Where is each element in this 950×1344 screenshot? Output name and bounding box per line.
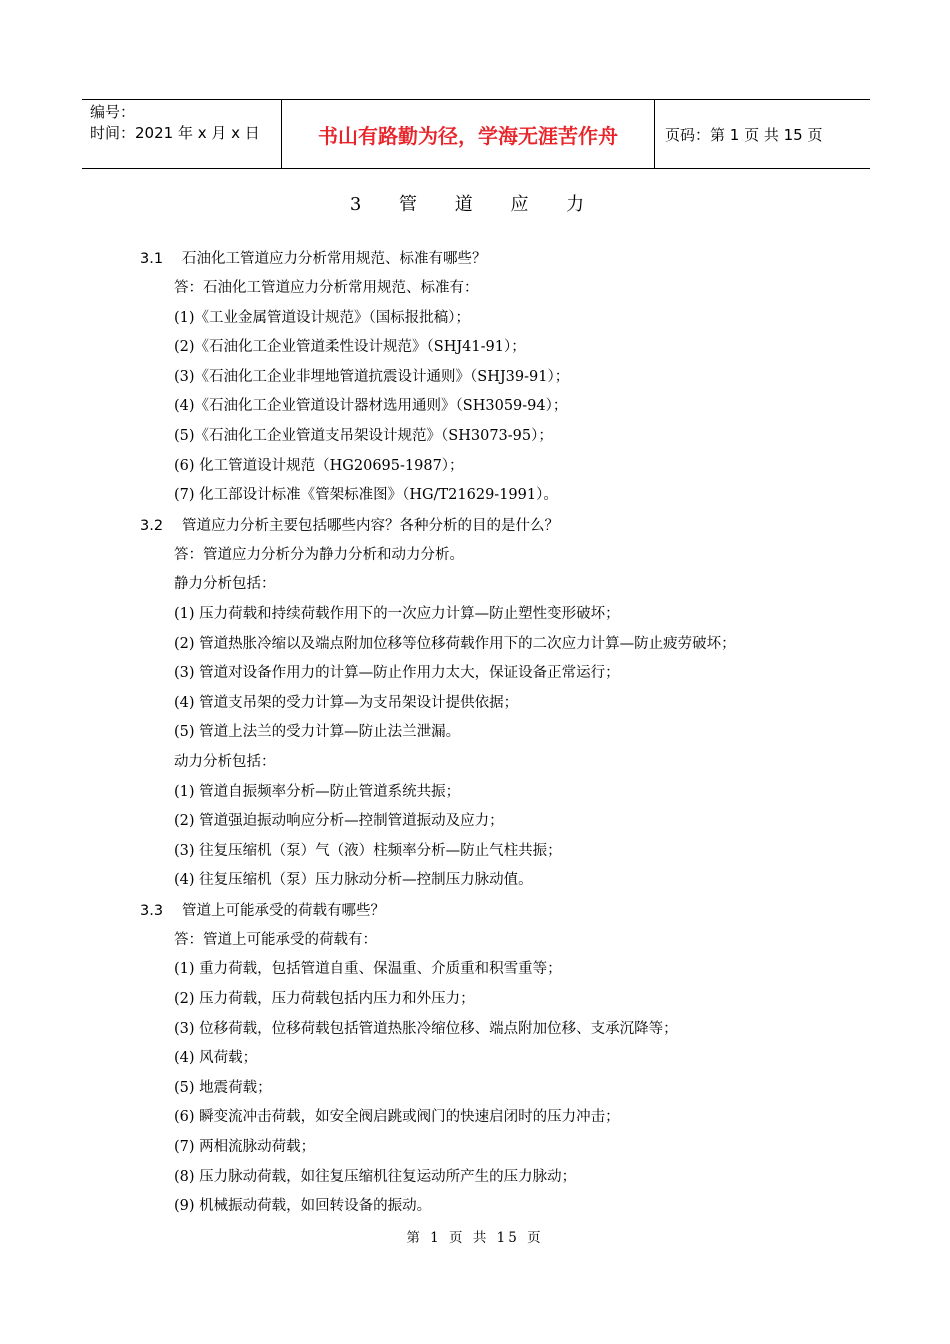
answer-line: (6) 瞬变流冲击荷载，如安全阀启跳或阀门的快速启闭时的压力冲击；: [174, 1109, 620, 1126]
answer-line: (1) 重力荷载，包括管道自重、保温重、介质重和积雪重等；: [174, 961, 562, 978]
answer-line: (2) 压力荷载，压力荷载包括内压力和外压力；: [174, 991, 475, 1008]
answer-line: (7) 化工部设计标准《管架标准图》（HG/T21629-1991）。: [174, 487, 558, 504]
answer-line: 答：石油化工管道应力分析常用规范、标准有：: [174, 280, 479, 296]
chapter-title: 3 管 道 应 力: [349, 194, 601, 215]
answer-line: (9) 机械振动荷载，如回转设备的振动。: [174, 1198, 432, 1215]
header-page-info: 页码：第 1 页 共 15 页: [665, 125, 823, 144]
section: [140, 896, 830, 1222]
section-question: [140, 244, 830, 274]
answer-line: 静力分析包括：: [174, 576, 276, 593]
section-number: 3.3: [140, 902, 164, 919]
document-body: [140, 244, 830, 1222]
answer-line: (3) 往复压缩机（泵）气（液）柱频率分析—防止气柱共振；: [174, 842, 562, 859]
page-header: [82, 99, 870, 169]
answer-line: (1)《工业金属管道设计规范》（国标报批稿）；: [174, 309, 471, 326]
document-date: 时间：2021 年 x 月 x 日: [90, 124, 260, 142]
section: [140, 244, 830, 511]
section-question: [140, 896, 830, 926]
answer-line: (3)《石油化工企业非埋地管道抗震设计通则》（SHJ39-91）；: [174, 368, 570, 385]
answer-line: 答：管道上可能承受的荷载有：: [174, 931, 377, 948]
answer-line: (8) 压力脉动荷载，如往复压缩机往复运动所产生的压力脉动；: [174, 1168, 577, 1185]
answer-line: (1) 压力荷载和持续荷载作用下的一次应力计算—防止塑性变形破坏；: [174, 605, 620, 622]
answer-line: (2) 管道热胀冷缩以及端点附加位移等位移荷载作用下的二次应力计算—防止疲劳破坏；: [174, 635, 736, 652]
answer-line: (2)《石油化工企业管道柔性设计规范》（SHJ41-91）；: [174, 339, 526, 356]
section-number: 3.2: [140, 517, 164, 534]
question-text: 石油化工管道应力分析常用规范、标准有哪些？: [182, 251, 487, 267]
answer-line: (4) 风荷载；: [174, 1050, 258, 1067]
answer-line: 动力分析包括：: [174, 753, 276, 770]
answer-line: (4)《石油化工企业管道设计器材选用通则》（SH3059-94）；: [174, 398, 568, 415]
answer-line: (4) 往复压缩机（泵）压力脉动分析—控制压力脉动值。: [174, 872, 533, 889]
answer-line: (7) 两相流脉动荷载；: [174, 1139, 316, 1156]
answer-line: (2) 管道强迫振动响应分析—控制管道振动及应力；: [174, 813, 504, 830]
page-footer: 第 1 页 共 15 页: [406, 1230, 544, 1246]
header-motto: 书山有路勤为径，学海无涯苦作舟: [282, 100, 655, 168]
question-text: 管道上可能承受的荷载有哪些？: [182, 902, 385, 919]
answer-line: (5) 管道上法兰的受力计算—防止法兰泄漏。: [174, 724, 461, 741]
document-number-label: 编号：: [90, 103, 136, 121]
answer-line: (6) 化工管道设计规范（HG20695-1987）；: [174, 457, 464, 474]
answer-line: 答：管道应力分析分为静力分析和动力分析。: [174, 546, 464, 563]
answer-line: (1) 管道自振频率分析—防止管道系统共振；: [174, 783, 461, 800]
section-question: [140, 511, 830, 541]
answer-line: (3) 管道对设备作用力的计算—防止作用力太大，保证设备正常运行；: [174, 665, 620, 682]
header-meta: [82, 100, 282, 168]
section-number: 3.1: [140, 251, 164, 267]
answer-line: (4) 管道支吊架的受力计算—为支吊架设计提供依据；: [174, 694, 519, 711]
section: [140, 511, 830, 896]
question-text: 管道应力分析主要包括哪些内容？各种分析的目的是什么？: [182, 517, 559, 534]
answer-line: (5) 地震荷载；: [174, 1079, 272, 1096]
answer-line: (3) 位移荷载，位移荷载包括管道热胀冷缩位移、端点附加位移、支承沉降等；: [174, 1020, 678, 1037]
answer-line: (5)《石油化工企业管道支吊架设计规范》（SH3073-95）；: [174, 427, 553, 444]
